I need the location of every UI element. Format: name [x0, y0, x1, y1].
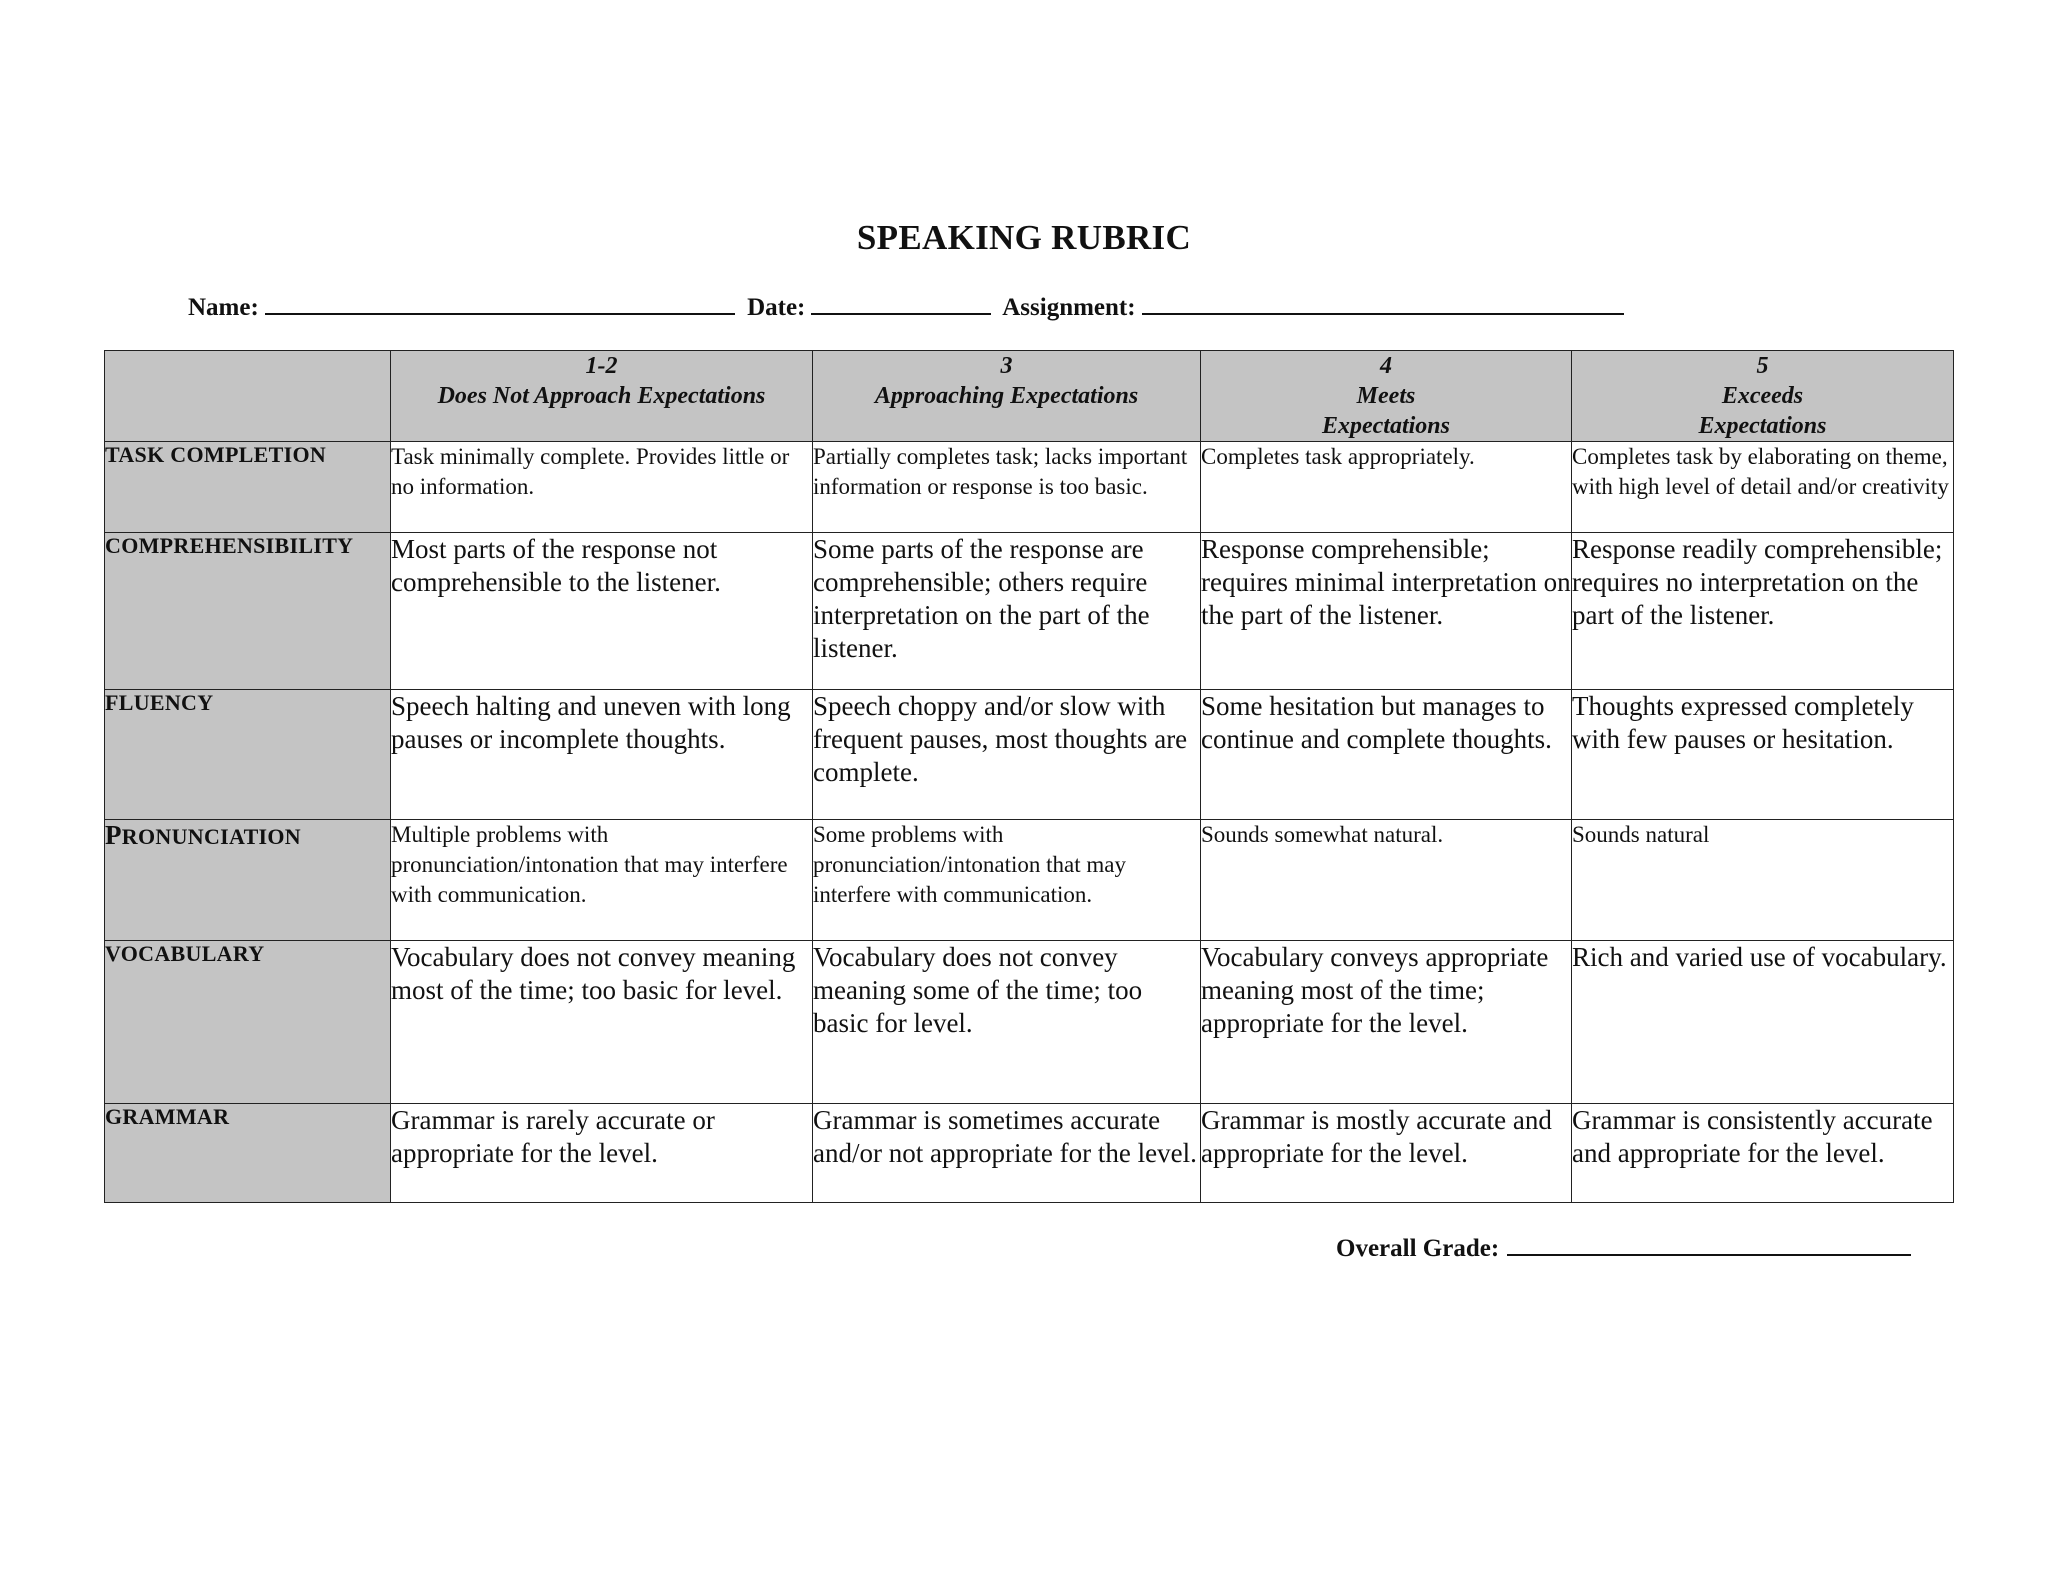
header-score: 4	[1380, 353, 1392, 379]
rubric-cell: Vocabulary does not convey meaning some of the time; too basic for level.	[813, 941, 1201, 1104]
rubric-cell: Some parts of the response are comprehensible; others require interpretation on the part of the listener.	[813, 533, 1201, 690]
criterion-label: VOCABULARY	[105, 941, 391, 1104]
header-score: 3	[1000, 353, 1013, 379]
overall-grade-line	[1336, 1232, 1911, 1263]
header-label: Expectations	[1321, 413, 1450, 439]
header-label: Exceeds	[1721, 383, 1804, 409]
rubric-row-comprehensibility	[105, 533, 1954, 690]
header-cell-3	[813, 351, 1201, 442]
rubric-cell: Sounds somewhat natural.	[1201, 820, 1572, 941]
student-info-line	[188, 291, 1630, 322]
rubric-cell: Partially completes task; lacks important information or response is too basic.	[813, 442, 1201, 533]
rubric-cell: Response comprehensible; requires minimal interpretation on the part of the listener.	[1201, 533, 1572, 690]
criterion-label: TASK COMPLETION	[105, 442, 391, 533]
rubric-cell: Grammar is rarely accurate or appropriate for the level.	[391, 1104, 813, 1203]
criterion-label	[105, 820, 391, 941]
criterion-rest: RONUNCIATION	[121, 824, 301, 849]
rubric-cell: Grammar is mostly accurate and appropriate for the level.	[1201, 1104, 1572, 1203]
rubric-cell: Completes task by elaborating on theme, with high level of detail and/or creativity	[1572, 442, 1954, 533]
page-title: SPEAKING RUBRIC	[856, 218, 1192, 257]
assignment-label: Assignment:	[1002, 294, 1136, 321]
rubric-cell: Thoughts expressed completely with few pauses or hesitation.	[1572, 690, 1954, 820]
date-blank-field[interactable]	[811, 291, 991, 315]
header-label: Expectations	[1698, 413, 1827, 439]
criterion-label: COMPREHENSIBILITY	[105, 533, 391, 690]
rubric-cell: Grammar is consistently accurate and appropriate for the level.	[1572, 1104, 1954, 1203]
rubric-cell: Some hesitation but manages to continue and complete thoughts.	[1201, 690, 1572, 820]
rubric-row-grammar	[105, 1104, 1954, 1203]
header-label: Meets	[1356, 383, 1416, 409]
rubric-cell: Vocabulary conveys appropriate meaning most of the time; appropriate for the level.	[1201, 941, 1572, 1104]
overall-grade-blank-field[interactable]	[1507, 1232, 1911, 1256]
rubric-row-fluency	[105, 690, 1954, 820]
rubric-cell: Some problems with pronunciation/intonation that may interfere with communication.	[813, 820, 1201, 941]
header-score: 5	[1756, 353, 1769, 379]
criterion-label: GRAMMAR	[105, 1104, 391, 1203]
header-corner-cell	[105, 351, 391, 442]
rubric-cell: Grammar is sometimes accurate and/or not appropriate for the level.	[813, 1104, 1201, 1203]
date-label: Date:	[747, 294, 806, 321]
header-cell-4	[1201, 351, 1572, 442]
rubric-cell: Most parts of the response not comprehensible to the listener.	[391, 533, 813, 690]
header-cell-5	[1572, 351, 1954, 442]
header-cell-1-2	[391, 351, 813, 442]
rubric-row-task-completion	[105, 442, 1954, 533]
header-label: Approaching Expectations	[874, 383, 1139, 409]
header-score: 1-2	[585, 353, 618, 379]
overall-grade-label: Overall Grade:	[1336, 1235, 1500, 1262]
criterion-initial: P	[105, 820, 122, 850]
header-label: Does Not Approach Expectations	[437, 383, 766, 409]
rubric-cell: Speech choppy and/or slow with frequent pauses, most thoughts are complete.	[813, 690, 1201, 820]
rubric-row-pronunciation	[105, 820, 1954, 941]
name-blank-field[interactable]	[265, 291, 735, 315]
rubric-table	[104, 350, 1954, 1203]
name-label: Name:	[188, 294, 259, 321]
criterion-label: FLUENCY	[105, 690, 391, 820]
assignment-blank-field[interactable]	[1142, 291, 1624, 315]
rubric-cell: Rich and varied use of vocabulary.	[1572, 941, 1954, 1104]
rubric-cell: Completes task appropriately.	[1201, 442, 1572, 533]
rubric-cell: Multiple problems with pronunciation/intonation that may interfere with communication.	[391, 820, 813, 941]
rubric-row-vocabulary	[105, 941, 1954, 1104]
rubric-cell: Task minimally complete. Provides little or no information.	[391, 442, 813, 533]
rubric-cell: Sounds natural	[1572, 820, 1954, 941]
rubric-cell: Response readily comprehensible; requires no interpretation on the part of the listener.	[1572, 533, 1954, 690]
rubric-cell: Vocabulary does not convey meaning most of the time; too basic for level.	[391, 941, 813, 1104]
rubric-cell: Speech halting and uneven with long pauses or incomplete thoughts.	[391, 690, 813, 820]
rubric-header-row	[105, 351, 1954, 442]
